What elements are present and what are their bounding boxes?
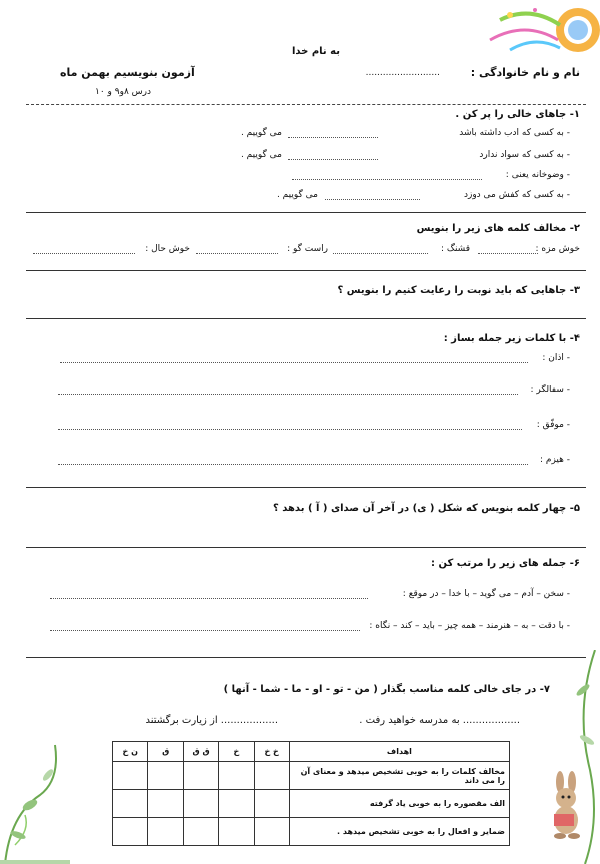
grade-cell[interactable] <box>148 762 183 790</box>
q1-item-1: - به کسی که ادب داشته باشد <box>459 128 570 138</box>
table-row <box>113 762 510 790</box>
q4-word-1: - اذان : <box>542 353 570 363</box>
q4-blank-1[interactable] <box>60 362 528 363</box>
q2-word-3: راست گو : <box>287 244 328 254</box>
bunny-reading-icon <box>544 770 592 840</box>
divider <box>26 270 586 271</box>
q2-word-2: قشنگ : <box>441 244 470 254</box>
q1-suffix-2: می گوییم . <box>240 150 282 160</box>
q7-title: ۷- در جای خالی کلمه مناسب بگذار ( من - تو - او - ما - شما - آنها ) <box>223 684 550 695</box>
table-row <box>113 818 510 846</box>
decorative-swirl-icon <box>480 0 600 60</box>
q2-blank-4[interactable] <box>33 253 135 254</box>
grade-cell[interactable] <box>219 762 254 790</box>
q6-blank-2[interactable] <box>50 630 360 631</box>
q4-blank-2[interactable] <box>58 394 518 395</box>
q1-item-3: - وضوخانه یعنی : <box>505 170 570 180</box>
q1-blank-1[interactable] <box>288 137 378 138</box>
table-header: ق <box>148 742 183 762</box>
q1-suffix-1: می گوییم . <box>240 128 282 138</box>
q5-title: ۵- چهار کلمه بنویس که شکل ( ی) در آخر آن صدای ( آ ) بدهد ؟ <box>272 503 580 514</box>
q2-blank-3[interactable] <box>196 253 278 254</box>
table-header: ق ق <box>183 742 218 762</box>
q4-blank-3[interactable] <box>58 429 522 430</box>
q7-sentence-1: .................. به مدرسه خواهید رفت . <box>359 715 520 726</box>
table-header-objectives: اهداف <box>289 742 509 762</box>
q7-sentence-2: .................. از زیارت برگشتند <box>145 715 278 726</box>
table-row <box>113 790 510 818</box>
name-label: نام و نام خانوادگی : <box>470 66 580 79</box>
q6-title: ۶- جمله های زیر را مرتب کن : <box>430 558 580 569</box>
table-header-row <box>113 742 510 762</box>
grade-cell[interactable] <box>254 762 289 790</box>
q2-blank-2[interactable] <box>333 253 428 254</box>
table-header: خ خ <box>254 742 289 762</box>
bismillah: به نام خدا <box>291 46 340 57</box>
table-header: خ <box>219 742 254 762</box>
q6-item-1: - سخن – آدم – می گوید – با خدا – در موقع : <box>402 589 570 599</box>
grade-cell[interactable] <box>183 762 218 790</box>
q1-blank-4[interactable] <box>325 199 420 200</box>
grade-cell[interactable] <box>219 818 254 846</box>
q2-word-4: خوش حال : <box>145 244 190 254</box>
divider <box>26 657 586 658</box>
q1-blank-3[interactable] <box>292 179 482 180</box>
q2-blank-1[interactable] <box>478 253 538 254</box>
decorative-vine-icon <box>0 735 70 864</box>
grade-cell[interactable] <box>113 762 148 790</box>
lessons-label: درس ۸و۹ و ۱۰ <box>95 87 151 97</box>
q1-suffix-4: می گوییم . <box>276 190 318 200</box>
objective-cell: الف مقصوره را به خوبی یاد گرفته <box>289 790 509 818</box>
divider <box>26 487 586 488</box>
divider <box>26 547 586 548</box>
q1-item-4: - به کسی که کفش می دوزد <box>463 190 570 200</box>
exam-title: آزمون بنویسیم بهمن ماه <box>60 66 195 79</box>
q1-blank-2[interactable] <box>288 159 378 160</box>
evaluation-table <box>112 741 510 846</box>
name-field[interactable]: .......................... <box>365 68 440 78</box>
q2-word-1: خوش مزه : <box>535 244 580 254</box>
grade-cell[interactable] <box>113 790 148 818</box>
q4-word-3: - موفّق : <box>536 420 570 430</box>
header-divider <box>26 104 586 105</box>
objective-cell: مخالف کلمات را به خوبی تشخیص میدهد و معنای آن را می داند <box>289 762 509 790</box>
q6-item-2: - با دقت – به – هنرمند – همه چیز – باید – کند – نگاه : <box>369 621 570 631</box>
grade-cell[interactable] <box>183 818 218 846</box>
q4-word-2: - سفالگر : <box>530 385 570 395</box>
grade-cell[interactable] <box>148 818 183 846</box>
objective-cell: ضمایر و افعال را به خوبی تشخیص میدهد . <box>289 818 509 846</box>
divider <box>26 318 586 319</box>
divider <box>26 212 586 213</box>
q6-blank-1[interactable] <box>50 598 368 599</box>
grade-cell[interactable] <box>219 790 254 818</box>
q1-title: ۱- جاهای خالی را پر کن . <box>455 109 580 120</box>
grade-cell[interactable] <box>113 818 148 846</box>
table-header: ن خ <box>113 742 148 762</box>
q1-item-2: - به کسی که سواد ندارد <box>479 150 570 160</box>
grade-cell[interactable] <box>254 818 289 846</box>
grade-cell[interactable] <box>183 790 218 818</box>
q3-title: ۳- جاهایی که باید نوبت را رعایت کنیم را بنویس ؟ <box>337 285 580 296</box>
grade-cell[interactable] <box>254 790 289 818</box>
grade-cell[interactable] <box>148 790 183 818</box>
q4-word-4: - هیزم : <box>539 455 570 465</box>
q4-blank-4[interactable] <box>58 464 528 465</box>
q2-title: ۲- مخالف کلمه های زیر را بنویس <box>416 223 580 234</box>
q4-title: ۴- با کلمات زیر جمله بساز : <box>443 333 580 344</box>
